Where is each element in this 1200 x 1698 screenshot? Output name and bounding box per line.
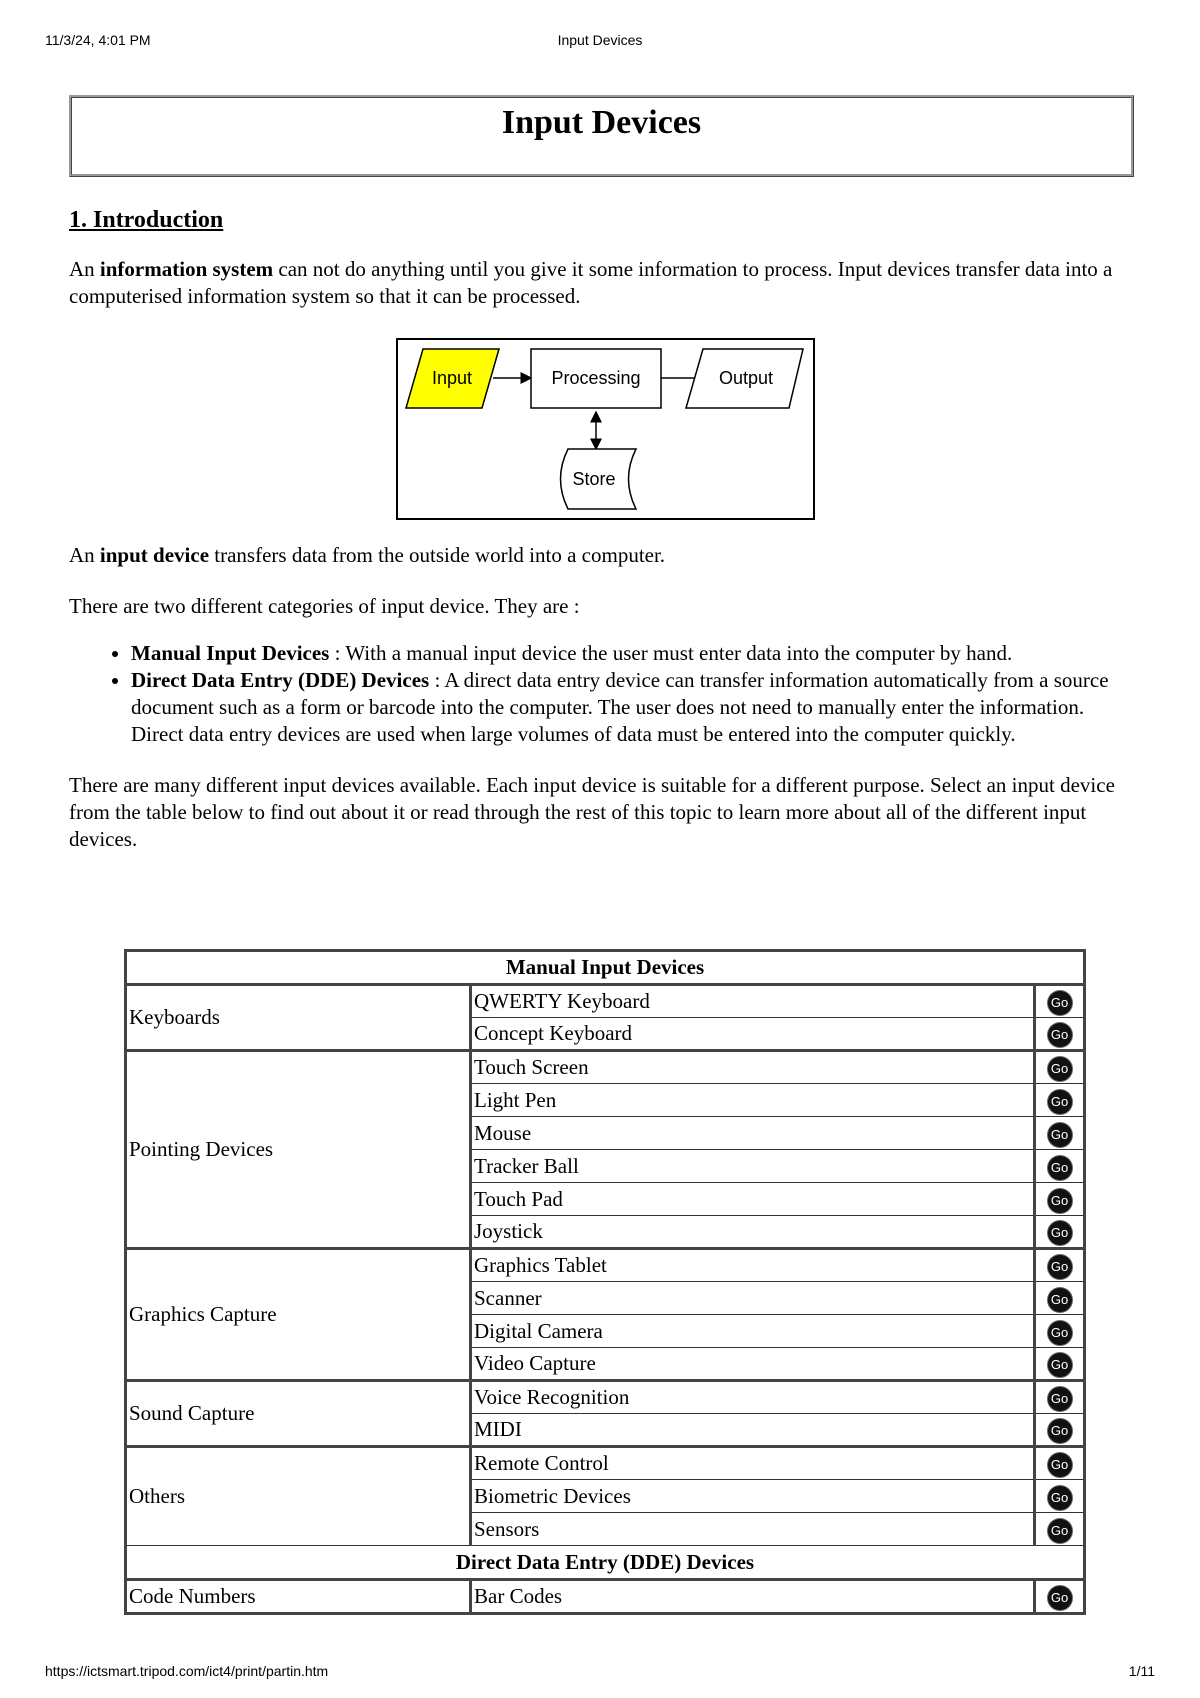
go-cell <box>1035 1480 1085 1513</box>
device-name: Tracker Ball <box>471 1150 1035 1183</box>
device-name: Scanner <box>471 1282 1035 1315</box>
table-row <box>126 1249 1085 1282</box>
table-row <box>126 985 1085 1018</box>
go-button[interactable]: Go <box>1048 1156 1072 1180</box>
device-name: Biometric Devices <box>471 1480 1035 1513</box>
table-row <box>126 1381 1085 1414</box>
go-cell <box>1035 1282 1085 1315</box>
section-heading-introduction: 1. Introduction <box>69 207 224 233</box>
term-information-system: information system <box>99 257 274 281</box>
input-devices-table <box>124 949 1086 1615</box>
device-name: Voice Recognition <box>471 1381 1035 1414</box>
go-cell <box>1035 1249 1085 1282</box>
group-label-pointing: Pointing Devices <box>126 1051 471 1249</box>
go-cell <box>1035 1447 1085 1480</box>
device-name: Touch Pad <box>471 1183 1035 1216</box>
device-name: Bar Codes <box>471 1580 1035 1614</box>
manual-devices-header: Manual Input Devices <box>126 951 1085 985</box>
print-header <box>45 32 1155 50</box>
device-name: Remote Control <box>471 1447 1035 1480</box>
go-button[interactable]: Go <box>1048 1453 1072 1477</box>
go-button[interactable]: Go <box>1048 1486 1072 1510</box>
go-button[interactable]: Go <box>1048 1419 1072 1443</box>
table-row <box>126 1580 1085 1614</box>
input-label: Input <box>431 368 473 388</box>
table-row <box>126 1447 1085 1480</box>
go-button[interactable]: Go <box>1048 1023 1072 1047</box>
list-item <box>131 640 1134 667</box>
go-cell <box>1035 1018 1085 1051</box>
print-page-number: 1/11 <box>1128 1663 1155 1679</box>
go-cell <box>1035 1580 1085 1614</box>
go-cell <box>1035 1150 1085 1183</box>
go-cell <box>1035 1315 1085 1348</box>
list-item <box>131 667 1134 748</box>
group-label-code: Code Numbers <box>126 1580 471 1614</box>
device-name: QWERTY Keyboard <box>471 985 1035 1018</box>
title-box <box>69 95 1134 177</box>
category-name: Manual Input Devices <box>131 641 330 665</box>
print-footer <box>45 1663 1155 1681</box>
group-label-graphics: Graphics Capture <box>126 1249 471 1381</box>
category-name: Direct Data Entry (DDE) Devices <box>131 668 430 692</box>
go-button[interactable]: Go <box>1048 1519 1072 1543</box>
device-name: Sensors <box>471 1513 1035 1546</box>
go-cell <box>1035 1084 1085 1117</box>
device-name: Graphics Tablet <box>471 1249 1035 1282</box>
go-button[interactable]: Go <box>1048 1090 1072 1114</box>
go-cell <box>1035 1414 1085 1447</box>
go-button[interactable]: Go <box>1048 1189 1072 1213</box>
go-button[interactable]: Go <box>1048 1255 1072 1279</box>
device-name: Concept Keyboard <box>471 1018 1035 1051</box>
go-cell <box>1035 1183 1085 1216</box>
print-page-title: Input Devices <box>557 32 643 48</box>
go-button[interactable]: Go <box>1048 1288 1072 1312</box>
go-cell <box>1035 1513 1085 1546</box>
go-cell <box>1035 985 1085 1018</box>
category-desc: : A direct data entry device can transfer information automatically from a source document such as a form or barcode into the computer. The user does not need to manually enter the information. Direct data entry devices are used when large volumes of data must be entered into the computer quickly. <box>131 668 1109 746</box>
page-title: Input Devices <box>501 104 702 141</box>
processing-label: Processing <box>551 368 641 388</box>
print-url: https://ictsmart.tripod.com/ict4/print/partin.htm <box>45 1663 329 1679</box>
go-button[interactable]: Go <box>1048 1123 1072 1147</box>
go-cell <box>1035 1051 1085 1084</box>
intro-paragraph-3: There are two different categories of input device. They are : <box>69 594 580 618</box>
go-button[interactable]: Go <box>1048 1221 1072 1245</box>
go-cell <box>1035 1381 1085 1414</box>
device-name: Mouse <box>471 1117 1035 1150</box>
go-cell <box>1035 1117 1085 1150</box>
print-datetime: 11/3/24, 4:01 PM <box>45 32 151 48</box>
document-content <box>69 95 1134 853</box>
group-label-keyboards: Keyboards <box>126 985 471 1051</box>
device-name: Joystick <box>471 1216 1035 1249</box>
dde-devices-header: Direct Data Entry (DDE) Devices <box>126 1546 1085 1580</box>
go-button[interactable]: Go <box>1048 991 1072 1015</box>
ipo-diagram-svg <box>396 338 815 520</box>
output-label: Output <box>718 368 774 388</box>
go-cell <box>1035 1348 1085 1381</box>
go-button[interactable]: Go <box>1048 1057 1072 1081</box>
device-name: MIDI <box>471 1414 1035 1447</box>
go-cell <box>1035 1216 1085 1249</box>
go-button[interactable]: Go <box>1048 1353 1072 1377</box>
group-label-others: Others <box>126 1447 471 1546</box>
device-name: Touch Screen <box>471 1051 1035 1084</box>
category-desc: : With a manual input device the user must enter data into the computer by hand. <box>329 641 1013 665</box>
device-name: Digital Camera <box>471 1315 1035 1348</box>
group-label-sound: Sound Capture <box>126 1381 471 1447</box>
device-name: Light Pen <box>471 1084 1035 1117</box>
go-button[interactable]: Go <box>1048 1586 1072 1610</box>
intro-paragraph-4: There are many different input devices available. Each input device is suitable for a different purpose. Select an input device from the table below to find out about it or read through the rest of this topic to learn more about all of the different input devices. <box>69 773 1115 851</box>
device-name: Video Capture <box>471 1348 1035 1381</box>
term-input-device: input device <box>99 543 210 567</box>
category-list <box>69 640 1134 748</box>
intro-paragraph-2: An input device transfers data from the outside world into a computer. <box>69 543 666 567</box>
table-row <box>126 1051 1085 1084</box>
store-label: Store <box>572 469 616 489</box>
intro-paragraph-1: An information system can not do anything until you give it some information to process. Input devices transfer data into a computerised information system so that it can be processed. <box>69 257 1113 308</box>
go-button[interactable]: Go <box>1048 1387 1072 1411</box>
ipo-diagram <box>396 338 815 520</box>
go-button[interactable]: Go <box>1048 1321 1072 1345</box>
